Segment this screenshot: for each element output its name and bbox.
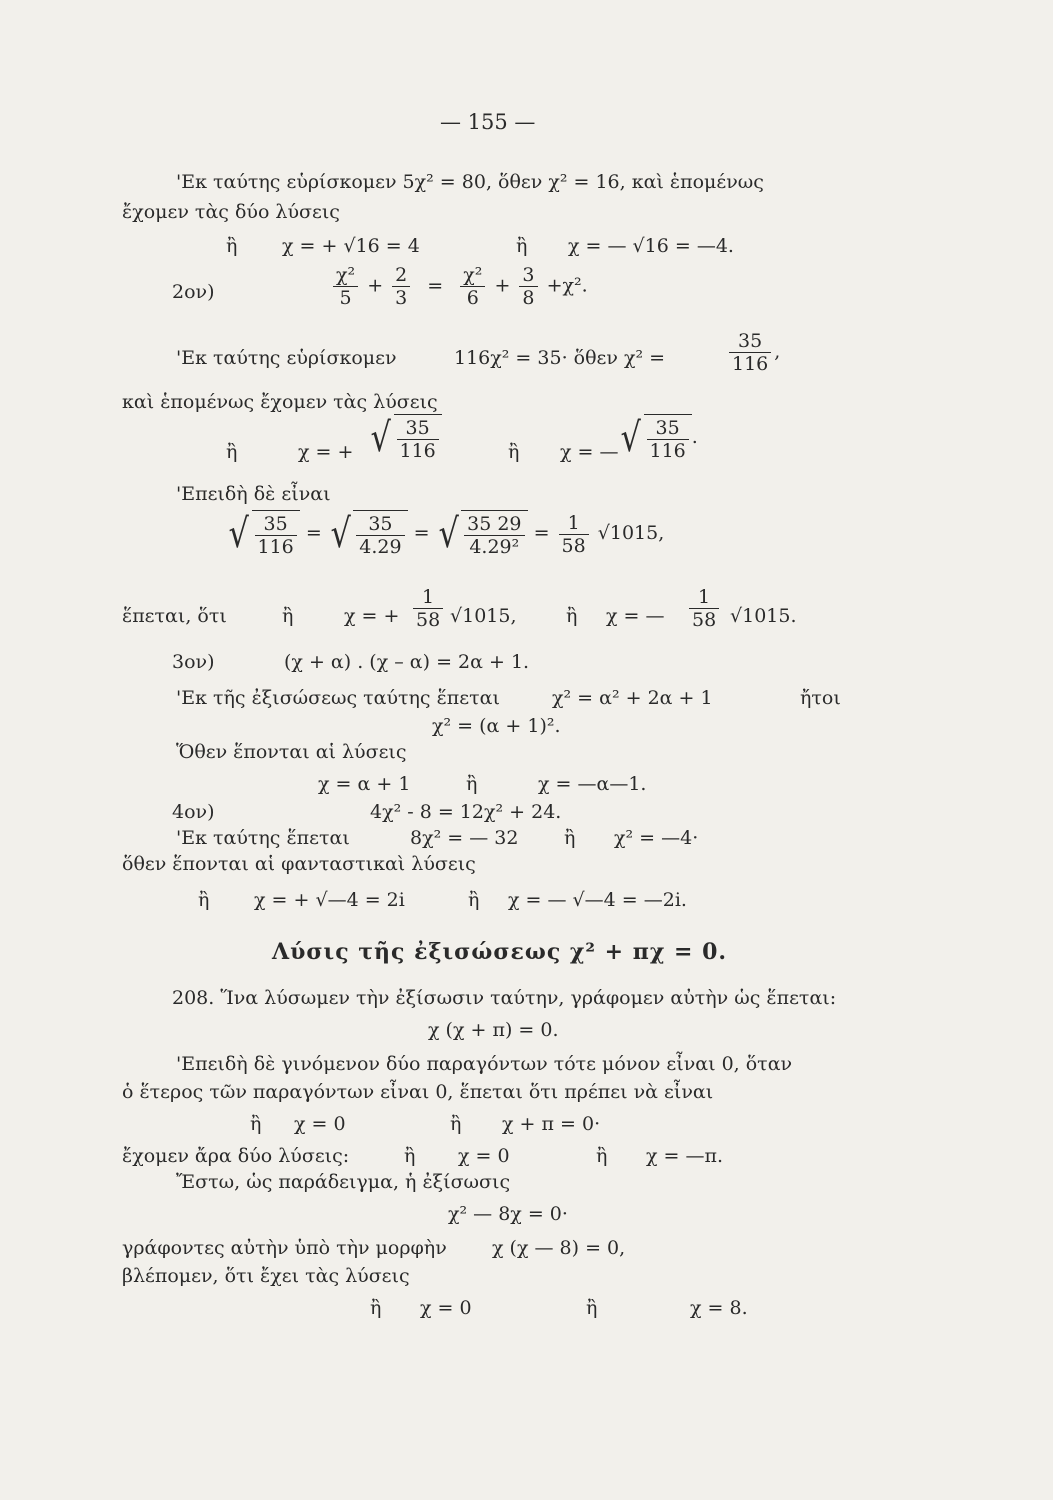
text-or: ἢ — [466, 773, 478, 795]
equation: χ = 8. — [690, 1297, 748, 1319]
fraction: $\frac{\text{χ²}}{5}$ — [333, 264, 358, 309]
text-line: 208. Ἵνα λύσωμεν τὴν ἐξίσωσιν ταύτην, γράφομεν αὐτὴν ὡς ἕπεται: — [172, 987, 837, 1009]
text-line: γράφοντες αὐτὴν ὑπὸ τὴν μορφὴν — [122, 1237, 447, 1259]
text-or: ἢ — [226, 441, 238, 463]
equation: $\frac{35}{116}$ , — [726, 330, 780, 375]
item-label: 2ον) — [172, 281, 215, 303]
text-line: Ὅθεν ἕπονται αἱ λύσεις — [176, 741, 407, 763]
text-or: ἢ — [586, 1297, 598, 1319]
equation: √ $\frac{35}{116}$ = √ $\frac{35}{4.29}$ = √ $\frac{35 29}{\text{4.29²}}$ = $\frac{1}{58}$ √1015, — [228, 511, 665, 558]
equation: 4χ² - 8 = 12χ² + 24. — [370, 801, 562, 823]
equation: χ = 0 — [420, 1297, 472, 1319]
text-or: ἢ — [564, 827, 576, 849]
text-line: καὶ ἑπομένως ἔχομεν τὰς λύσεις — [122, 391, 438, 413]
text-or: ἢ — [250, 1113, 262, 1135]
fraction: $\frac{2}{3}$ — [392, 264, 410, 309]
text-line: ὁ ἕτερος τῶν παραγόντων εἶναι 0, ἕπεται ὅτι πρέπει νὰ εἶναι — [122, 1081, 714, 1103]
radical: √ $\frac{35}{116}$ — [368, 414, 442, 462]
equation: χ = —π. — [646, 1145, 724, 1167]
equation: χ = α + 1 — [318, 773, 411, 795]
text-or: ἢ — [566, 605, 578, 627]
equation: χ (χ + π) = 0. — [428, 1019, 559, 1041]
equation: χ = —α—1. — [538, 773, 647, 795]
item-label: 4ον) — [172, 801, 215, 823]
text-line: ὅθεν ἕπονται αἱ φανταστικαὶ λύσεις — [122, 853, 476, 875]
text-or: ἢ — [468, 889, 480, 911]
fraction: $\frac{1}{58}$ — [410, 586, 446, 631]
item-label: 3ον) — [172, 651, 215, 673]
equation: χ² = —4· — [614, 827, 699, 849]
equation: χ = — — [560, 441, 619, 463]
radical: √ $\frac{35}{116}$ . — [620, 415, 698, 462]
equation: χ = + √—4 = 2i — [254, 889, 405, 911]
text-or: ἢ — [450, 1113, 462, 1135]
page-number: — 155 — — [440, 110, 536, 134]
equation: √1015, — [450, 605, 517, 627]
text-line: 'Εκ ταύτης ἕπεται — [176, 827, 350, 849]
text-line: βλέπομεν, ὅτι ἔχει τὰς λύσεις — [122, 1265, 410, 1287]
text-line: 'Εκ τῆς ἐξισώσεως ταύτης ἕπεται — [176, 687, 500, 709]
equation: χ = — √—4 = —2i. — [508, 889, 687, 911]
equation: $\frac{\text{χ²}}{5}$ + $\frac{2}{3}$ = $\frac{\text{χ²}}{6}$ + $\frac{3}{8}$ +χ². — [330, 264, 588, 309]
equation: χ = + √16 = 4 — [282, 235, 420, 257]
text-line: ἔχομεν τὰς δύο λύσεις — [122, 201, 340, 223]
equation: χ = + — [344, 605, 400, 627]
text-or: ἢ — [226, 235, 238, 257]
equation: 116χ² = 35· ὅθεν χ² = — [454, 347, 666, 369]
fraction: $\frac{1}{58}$ — [686, 586, 722, 631]
text-or: ἢ — [596, 1145, 608, 1167]
equation: χ = — — [606, 605, 665, 627]
text-line: ἤτοι — [800, 687, 841, 709]
equation: χ² — 8χ = 0· — [448, 1203, 568, 1225]
text-line: ἔχομεν ἄρα δύο λύσεις: — [122, 1145, 350, 1167]
fraction: $\frac{35}{116}$ — [729, 330, 771, 375]
text-line: 'Εκ ταύτης εὑρίσκομεν 5χ² = 80, ὅθεν χ² = 16, καὶ ἑπομένως — [176, 171, 764, 193]
equation: χ = 0 — [458, 1145, 510, 1167]
text-or: ἢ — [198, 889, 210, 911]
text-or: ἢ — [516, 235, 528, 257]
section-heading: Λύσις τῆς ἐξισώσεως χ² + πχ = 0. — [272, 939, 728, 965]
text-line: ἕπεται, ὅτι — [122, 605, 227, 627]
equation: χ (χ — 8) = 0, — [492, 1237, 626, 1259]
equation: χ² = α² + 2α + 1 — [552, 687, 713, 709]
text-line: 'Επειδὴ δὲ εἶναι — [176, 483, 331, 505]
text-line: Ἔστω, ὡς παράδειγμα, ἡ ἐξίσωσις — [176, 1171, 511, 1193]
equation: χ = + — [298, 441, 354, 463]
equation: 8χ² = — 32 — [410, 827, 519, 849]
equation: χ² = (α + 1)². — [432, 715, 561, 737]
equation: χ = — √16 = —4. — [568, 235, 734, 257]
fraction: $\frac{\text{χ²}}{6}$ — [460, 264, 485, 309]
fraction: $\frac{3}{8}$ — [519, 264, 537, 309]
equation: χ + π = 0· — [502, 1113, 601, 1135]
text-line: 'Επειδὴ δὲ γινόμενον δύο παραγόντων τότε μόνον εἶναι 0, ὅταν — [176, 1053, 793, 1075]
text-or: ἢ — [370, 1297, 382, 1319]
equation: (χ + α) . (χ – α) = 2α + 1. — [284, 651, 530, 673]
text-or: ἢ — [508, 441, 520, 463]
text-or: ἢ — [404, 1145, 416, 1167]
text-or: ἢ — [282, 605, 294, 627]
equation: χ = 0 — [294, 1113, 346, 1135]
equation: √1015. — [730, 605, 797, 627]
text-line: 'Εκ ταύτης εὑρίσκομεν — [176, 347, 397, 369]
